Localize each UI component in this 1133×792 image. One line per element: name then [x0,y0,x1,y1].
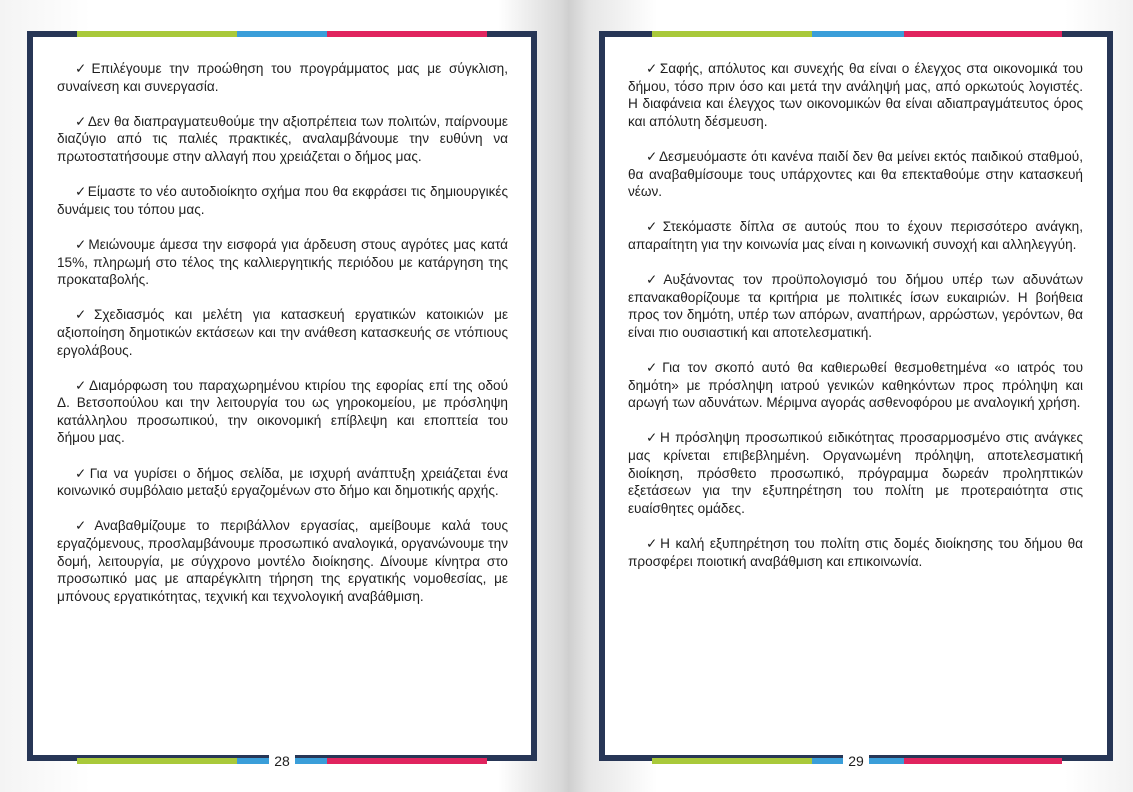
checkmark-icon: ✓ [75,518,94,534]
paragraph-text: Αυξάνοντας τον προϋπολογισμό του δήμου υπέρ των αδυνάτων επανακαθορίζουμε τα κριτήρια με πολιτικές ίσων ευκαιριών. Η βοήθεια προς τον δημότη, υπέρ των απόρων, αναπήρων, αρρώστων, γερόντων, θα είναι πιο ουσιαστική και αποτελεσματική. [628,272,1084,340]
checkmark-icon: ✓ [75,377,89,393]
right-top-stripe-red [904,31,1062,37]
paragraph-text: Δεσμευόμαστε ότι κανένα παιδί δεν θα μείνει εκτός παιδικού σταθμού, θα αναβαθμίσουμε τους υπάρχοντες και θα επεκταθούμε στην κατασκευή νέων. [628,148,1084,200]
bullet-paragraph [57,465,508,500]
left-top-stripe-green [77,31,237,37]
bullet-paragraph [57,517,508,605]
checkmark-icon: ✓ [646,219,662,235]
checkmark-icon: ✓ [75,465,89,481]
bullet-paragraph [57,236,508,289]
paragraph-text: Αναβαθμίζουμε το περιβάλλον εργασίας, αμείβουμε καλά τους εργαζόμενους, προσλαμβάνουμε προσωπικό αναλογικά, οργανώνουμε την δομή, λειτουργία, με σύγχρονο μοντέλο διοίκησης. Δίνουμε κίνητρα στο προσωπικό μας με απαρέγκλιτη τήρηση της εργατικής νομοθεσίας, με μπόνους εργατικότητας, τεχνική και τεχνολογική αναβάθμιση. [57,518,508,604]
right-top-stripe-blue [812,31,904,37]
paragraph-text: Η πρόσληψη προσωπικού ειδικότητας προσαρμοσμένο στις ανάγκες μας κρίνεται επιβεβλημένη. Οργανωμένη πρόληψη, αποτελεσματική διοίκηση, πρόσθετο προσωπικό, πρόγραμμα δωρεάν προληπτικών εξετάσεων για την εξυπηρέτηση του πολίτη με προτεραιότητα στις ευαίσθητες ομάδες. [628,430,1083,516]
bullet-paragraph [628,60,1083,130]
bullet-paragraph [628,535,1083,570]
checkmark-icon: ✓ [646,536,660,552]
checkmark-icon: ✓ [75,307,94,323]
checkmark-icon: ✓ [75,236,88,252]
paragraph-text: Για τον σκοπό αυτό θα καθιερωθεί θεσμοθετημένα «ο ιατρός του δημότη» με πρόσληψη ιατρού γενικών καθηκόντων προς πρόληψη και αρωγή των αδυνάτων. Μέριμνα αγοράς ασθενοφόρου με αναλογική χρήση. [628,360,1084,411]
left-page-text [57,60,508,623]
right-bottom-stripe-green [652,758,812,764]
bullet-paragraph [628,359,1083,412]
left-top-stripe-red [327,31,487,37]
bullet-paragraph [57,113,508,166]
bullet-paragraph [628,271,1083,341]
paragraph-text: Μειώνουμε άμεσα την εισφορά για άρδευση στους αγρότες μας κατά 15%, πληρωμή στο τέλος της καλλιεργητικής περιόδου με κατάργηση της προκαταβολής. [57,236,508,288]
right-top-stripe-green [652,31,812,37]
bullet-paragraph [628,429,1083,517]
paragraph-text: Η καλή εξυπηρέτηση του πολίτη στις δομές διοίκησης του δήμου θα προσφέρει ποιοτική αναβάθμιση και επικοινωνία. [628,536,1084,569]
checkmark-icon: ✓ [646,272,663,288]
checkmark-icon: ✓ [646,430,659,446]
right-page-text [628,60,1083,588]
paragraph-text: Σχεδιασμός και μελέτη για κατασκευή εργατικών κατοικιών με αξιοποίηση δημοτικών εκτάσεων και την ανάθεση κατασκευής σε ντόπιους εργολάβους. [57,307,509,358]
right-bottom-stripe-red [904,758,1062,764]
checkmark-icon: ✓ [646,148,658,164]
left-bottom-stripe-red [327,758,487,764]
checkmark-icon: ✓ [75,113,87,129]
paragraph-text: Επιλέγουμε την προώθηση του προγράμματος μας με σύγκλιση, συναίνεση και συνεργασία. [57,61,509,94]
checkmark-icon: ✓ [646,360,662,376]
paragraph-text: Σαφής, απόλυτος και συνεχής θα είναι ο έλεγχος στα οικονομικά του δήμου, τόσο πριν όσο και μετά την ανάληψή μας, από ορκωτούς λογιστές. Η διαφάνεια και έλεγχος των οικονομικών θα είναι αδιαπραγμάτευτος όρος και απόλυτη δέσμευση. [628,61,1083,129]
bullet-paragraph [628,148,1083,201]
checkmark-icon: ✓ [75,184,87,200]
left-page-number: 28 [269,751,295,771]
bullet-paragraph [57,183,508,218]
left-top-stripe-blue [237,31,327,37]
checkmark-icon: ✓ [75,61,91,76]
bullet-paragraph [628,218,1083,253]
bullet-paragraph [57,377,508,447]
paragraph-text: Για να γυρίσει ο δήμος σελίδα, με ισχυρή ανάπτυξη χρειάζεται ένα κοινωνικό συμβόλαιο μεταξύ εργαζομένων στο δήμο και δημοτικής αρχής. [57,465,509,499]
left-bottom-stripe-green [77,758,237,764]
paragraph-text: Δεν θα διαπραγματευθούμε την αξιοπρέπεια των πολιτών, παίρνουμε διαζύγιο από τις παλιές πρακτικές, αναλαμβάνουμε την ευθύνη να πρωτοστατήσουμε στην αλλαγή που χρειάζεται ο δήμος μας. [57,113,508,164]
paragraph-text: Είμαστε το νέο αυτοδιοίκητο σχήμα που θα εκφράσει τις δημιουργικές δυνάμεις του τόπου μας. [57,184,508,217]
bullet-paragraph [57,60,508,95]
right-page-number: 29 [843,751,869,771]
bullet-paragraph [57,306,508,359]
paragraph-text: Διαμόρφωση του παραχωρημένου κτιρίου της εφορίας επί της οδού Δ. Βετσοπούλου και την λειτουργία του ως γηροκομείου, με πρόσληψη κατάλληλου προσωπικού, την οικονομική επίβλεψη και εποπτεία του δήμου μας. [57,377,509,446]
checkmark-icon: ✓ [646,61,659,76]
paragraph-text: Στεκόμαστε δίπλα σε αυτούς που το έχουν περισσότερο ανάγκη, απαραίτητη για την κοινωνία μας είναι η κοινωνική συνοχή και αλληλεγγύη. [628,219,1084,252]
